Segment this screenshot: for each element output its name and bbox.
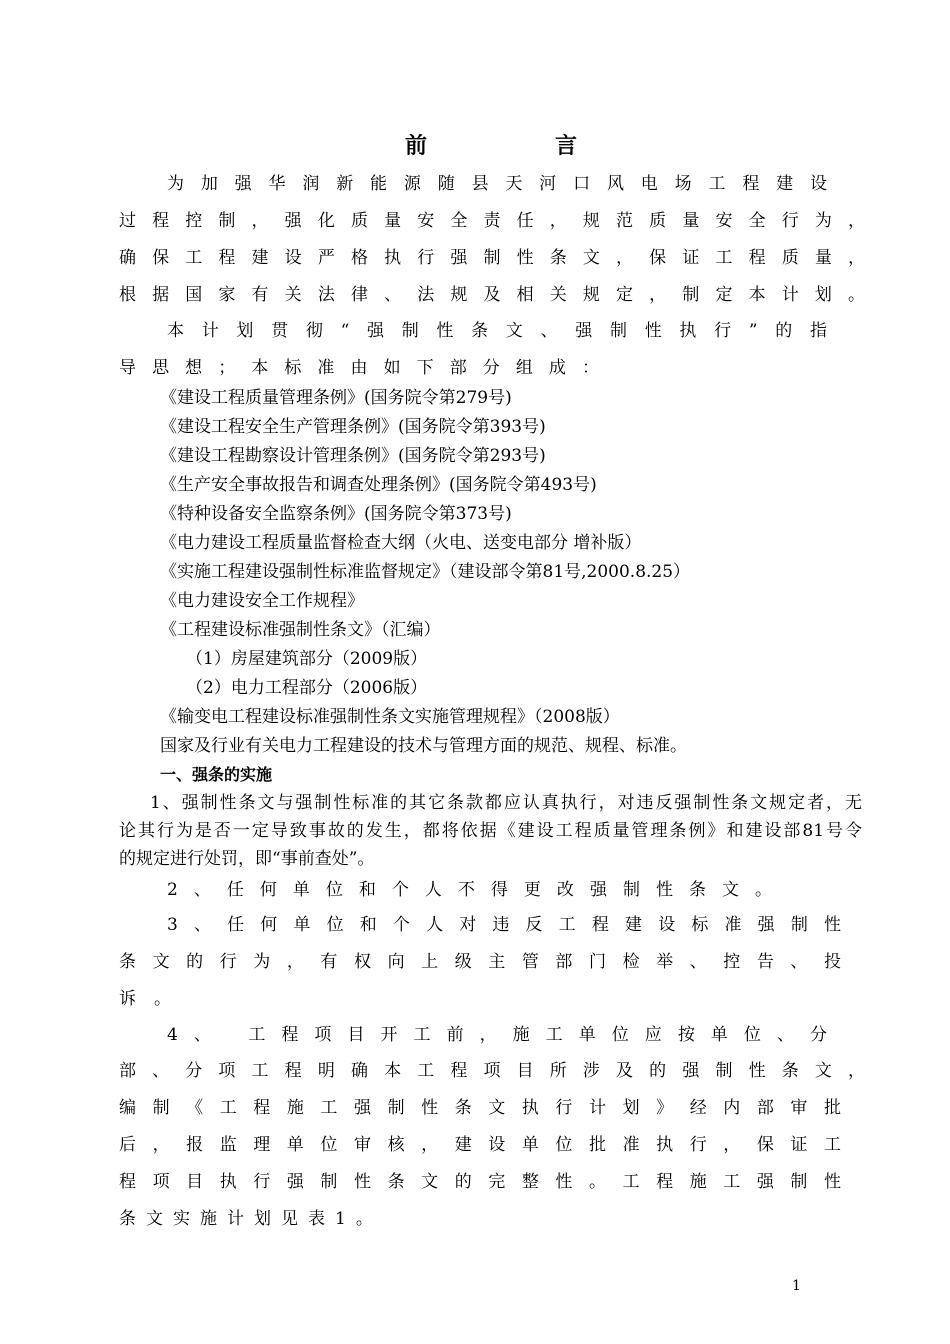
page-number: 1 [792, 1278, 801, 1294]
para1-line4: 根据国家有关法律、法规及相关规定，制定本计划。 [119, 285, 865, 305]
ref-item: 《工程建设标准强制性条文》（汇编） [160, 620, 441, 640]
item4-line3: 编制《工程施工强制性条文执行计划》经内部审批 [119, 1098, 841, 1118]
item1-line2: 论其行为是否一定导致事故的发生，都将依据《建设工程质量管理条例》和建设部81号令 [119, 821, 862, 841]
item1-line3: 的规定进行处罚，即“事前查处”。 [119, 849, 375, 869]
page-title: 前 言 [405, 133, 577, 159]
item2-line: 2、任何单位和个人不得更改强制性条文。 [167, 880, 772, 900]
ref-subitem: （2）电力工程部分（2006版） [186, 678, 428, 698]
item3-line3: 诉。 [119, 989, 189, 1009]
ref-item: 《生产安全事故报告和调查处理条例》(国务院令第493号) [160, 475, 597, 495]
ref-item: 《输变电工程建设标准强制性条文实施管理规程》（2008版） [160, 707, 620, 727]
item4-line4: 后，报监理单位审核，建设单位批准执行，保证工 [119, 1135, 841, 1155]
ref-item: 《建设工程安全生产管理条例》(国务院令第393号) [160, 417, 546, 437]
ref-item: 《电力建设工程质量监督检查大纲（火电、送变电部分 增补版） [160, 533, 642, 553]
ref-item: 《特种设备安全监察条例》(国务院令第373号) [160, 504, 512, 524]
para2-line1: 本计划贯彻“强制性条文、强制性执行”的指 [167, 321, 827, 341]
item4-line6: 条文实施计划见表1。 [119, 1209, 383, 1229]
para2-line2: 导思想；本标准由如下部分组成： [119, 358, 599, 378]
item4-line5: 程项目执行强制性条文的完整性。工程施工强制性 [119, 1172, 841, 1192]
ref-item: 国家及行业有关电力工程建设的技术与管理方面的规范、规程、标准。 [160, 736, 687, 756]
ref-item: 《电力建设安全工作规程》 [160, 591, 364, 611]
item3-line1: 3、任何单位和个人对违反工程建设标准强制性 [167, 915, 841, 935]
item1-line1: 1、强制性条文与强制性标准的其它条款都应认真执行，对违反强制性条文规定者，无 [150, 793, 862, 813]
ref-item: 《建设工程勘察设计管理条例》(国务院令第293号) [160, 446, 546, 466]
para1-line3: 确保工程建设严格执行强制性条文，保证工程质量， [119, 248, 865, 268]
para1-line1: 为加强华润新能源随县天河口风电场工程建设 [167, 174, 827, 194]
item4-line1: 4、 工程项目开工前，施工单位应按单位、分 [167, 1025, 827, 1045]
ref-item: 《建设工程质量管理条例》(国务院令第279号) [160, 388, 512, 408]
para1-line2: 过程控制，强化质量安全责任，规范质量安全行为， [119, 211, 865, 231]
item4-line2: 部、分项工程明确本工程项目所涉及的强制性条文， [119, 1061, 865, 1081]
section-heading: 一、强条的实施 [160, 765, 273, 784]
ref-subitem: （1）房屋建筑部分（2009版） [186, 649, 428, 669]
item3-line2: 条文的行为，有权向上级主管部门检举、控告、投 [119, 952, 841, 972]
ref-item: 《实施工程建设强制性标准监督规定》（建设部令第81号,2000.8.25） [160, 562, 691, 582]
